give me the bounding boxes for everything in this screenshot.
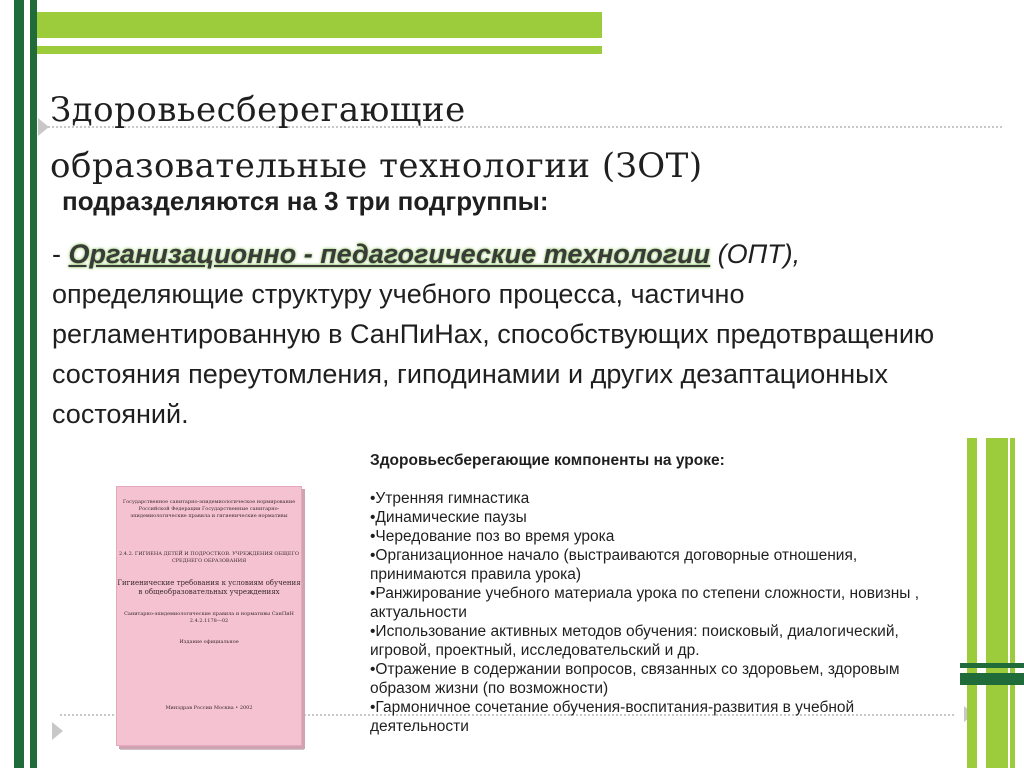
title-line-1: Здоровьесберегающие — [50, 90, 466, 130]
list-item: •Динамические паузы — [370, 509, 527, 526]
main-paragraph — [52, 234, 987, 434]
list-item: •Утренняя гимнастика — [370, 490, 530, 507]
top-green-thin-bar — [37, 46, 602, 54]
book-publisher: Минздрав России Москва • 2002 — [165, 705, 253, 711]
list-item: •Гармоничное сочетание обучения-воспитания-развития в учебной деятельности — [370, 699, 855, 735]
right-green-bar-3 — [1010, 438, 1015, 768]
list-item: •Использование активных методов обучения: поисковый, диалогический, игровой, проектный, исследовательский и др. — [370, 623, 899, 659]
book-subtitle: Санитарно-эпидемиологические правила и нормативы СанПиН 2.4.2.1178—02 — [124, 611, 294, 624]
book-header: Государственное санитарно-эпидемиологическое нормирование Российской Федерации Государственные санитарно-эпидемиологические правила и гигиенические нормативы — [122, 499, 296, 519]
top-green-bar — [37, 12, 602, 38]
right-green-bar-2 — [986, 438, 1008, 768]
right-dark-stripe-2 — [960, 673, 1024, 685]
bottom-left-arrow-icon — [52, 722, 63, 740]
opt-abbreviation: (ОПТ), — [710, 239, 801, 269]
list-item: •Ранжирование учебного материала урока по степени сложности, новизны , актуальности — [370, 585, 920, 621]
right-dark-stripe-1 — [960, 663, 1024, 668]
slide-subtitle: подразделяются на 3 три подгруппы: — [62, 186, 549, 216]
slide-title — [50, 82, 950, 194]
paragraph-dash: - — [52, 239, 69, 269]
title-line-2: образовательные технологии (ЗОТ) — [50, 146, 703, 186]
list-item: •Отражение в содержании вопросов, связанных со здоровьем, здоровым образом жизни (по возможности) — [370, 661, 900, 697]
book-title: Гигиенические требования к условиям обучения в общеобразовательных учреждениях — [117, 579, 301, 596]
sanpin-book-cover — [116, 486, 302, 746]
left-thin-bar — [30, 0, 37, 768]
highlight-term: Организационно - педагогические технологии — [68, 239, 711, 269]
components-panel — [370, 451, 955, 736]
list-item: •Организационное начало (выстраиваются договорные отношения, принимаются правила урока) — [370, 547, 858, 583]
book-section: 2.4.2. ГИГИЕНА ДЕТЕЙ И ПОДРОСТКОВ. УЧРЕЖДЕНИЯ ОБЩЕГО СРЕДНЕГО ОБРАЗОВАНИЯ — [119, 551, 299, 564]
paragraph-body: определяющие структуру учебного процесса, частично регламентированную в СанПиНах, способствующих предотвращению состояния переутомления, гиподинамии и других дезаптационных состояний. — [52, 279, 935, 429]
left-dark-bar — [14, 0, 24, 768]
list-item: •Чередование поз во время урока — [370, 528, 615, 545]
components-heading: Здоровьесберегающие компоненты на уроке: — [370, 452, 725, 469]
book-edition: Издание официальное — [179, 639, 239, 645]
right-green-bar-1 — [967, 438, 977, 768]
